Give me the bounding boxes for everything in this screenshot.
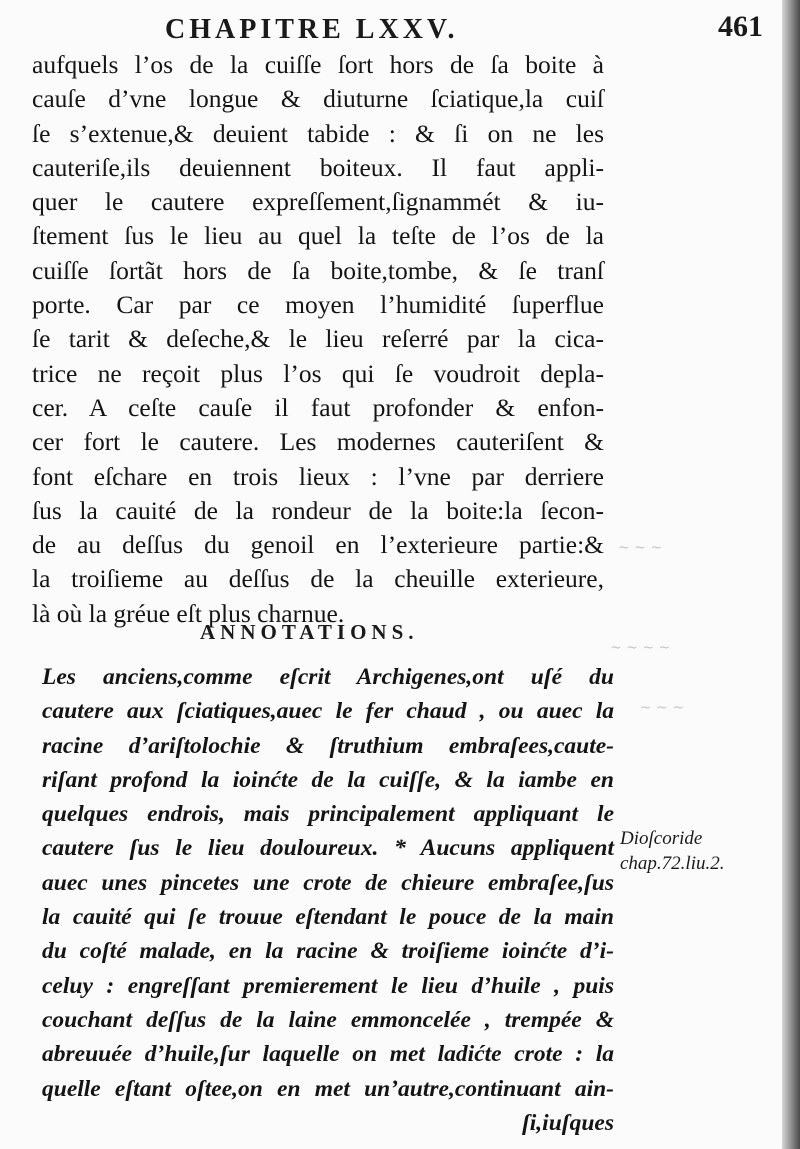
page-number: 461 bbox=[718, 10, 763, 43]
body-line: aufquels l’os de la cuiſſe ſort hors de ſa boite à bbox=[32, 50, 604, 79]
margin-note-line: Dioſcoride bbox=[620, 828, 703, 849]
body-line: là où la gréue eſt plus charnue. bbox=[32, 598, 345, 628]
annotation-line: celuy : engreſſant premierement le lieu d’huile , puis bbox=[42, 972, 614, 999]
body-line: ſtement ſus le lieu au quel la teſte de l’os de la bbox=[32, 221, 604, 251]
body-line: cer. A ceſte cauſe il faut profonder & enfon- bbox=[32, 392, 604, 422]
annotation-line: quelques endrois, mais principalement appliquant le bbox=[42, 801, 614, 828]
show-through-smudge: ~ ~ ~ bbox=[640, 700, 685, 716]
body-line: porte. Car par ce moyen l’humidité ſuperflue bbox=[32, 290, 604, 320]
annotation-line: la cauité qui ſe trouue eſtendant le pouce de la main bbox=[42, 904, 614, 931]
annotation-line: cautere ſus le lieu douloureux. * Aucuns appliquent bbox=[42, 835, 614, 862]
page-header bbox=[0, 8, 786, 48]
page-edge-shadow bbox=[782, 0, 800, 1149]
body-line: la troiſieme au deſſus de la cheuille exterieure, bbox=[32, 564, 604, 594]
annotation-line: quelle eſtant oſtee,on en met un’autre,continuant ain- bbox=[42, 1075, 614, 1102]
annotation-line: du coſté malade, en la racine & troiſieme ioinćte d’i- bbox=[42, 938, 614, 965]
body-line: trice ne reçoit plus l’os qui ſe voudroit depla- bbox=[32, 358, 604, 388]
body-line: de au deſſus du genoil en l’exterieure partie:& bbox=[32, 530, 604, 560]
body-line: cauteriſe,ils deuiennent boiteux. Il faut appli- bbox=[32, 152, 604, 182]
body-line: cuiſſe ſortãt hors de ſa boite,tombe, & ſe tranſ bbox=[32, 255, 604, 285]
annotations-heading: ANNOTATIONS. bbox=[200, 620, 419, 644]
body-line: font eſchare en trois lieux : l’vne par derriere bbox=[32, 461, 604, 491]
annotation-line: couchant deſſus de la laine emmoncelée , trempée & bbox=[42, 1006, 614, 1033]
show-through-smudge: ~ ~ ~ ~ bbox=[610, 640, 671, 656]
annotation-line: riſant profond la ioinćte de la cuiſſe, & la iambe en bbox=[42, 766, 614, 793]
body-line: quer le cautere expreſſement,ſignammét & iu- bbox=[32, 187, 604, 217]
chapter-body-text bbox=[32, 48, 604, 631]
margin-note-line: chap.72.liu.2. bbox=[620, 853, 725, 874]
body-line: ſe tarit & deſeche,& le lieu reſerré par la cica- bbox=[32, 324, 604, 354]
body-line: ſus la cauité de la rondeur de la boite:la ſecon- bbox=[32, 495, 604, 525]
annotation-line: ſi,iuſques bbox=[521, 1109, 614, 1136]
margin-note bbox=[620, 826, 770, 876]
annotation-line: racine d’ariſtolochie & ſtruthium embraſees,caute- bbox=[42, 732, 614, 759]
running-title: CHAPITRE LXXV. bbox=[165, 14, 459, 45]
annotation-line: cautere aux ſciatiques,auec le fer chaud , ou auec la bbox=[42, 698, 614, 725]
show-through-smudge: ~ ~ ~ bbox=[618, 540, 663, 556]
annotation-line: abreuuée d’huile,ſur laquelle on met ladićte crote : la bbox=[42, 1041, 614, 1068]
body-line: cauſe d’vne longue & diuturne ſciatique,la cuiſ bbox=[32, 84, 604, 114]
body-line: ſe s’extenue,& deuient tabide : & ſi on ne les bbox=[32, 118, 604, 148]
annotation-line: auec unes pincetes une crote de chieure embraſee,ſus bbox=[42, 869, 614, 896]
annotations-text bbox=[42, 660, 614, 1140]
annotation-line: Les anciens,comme eſcrit Archigenes,ont uſé du bbox=[42, 664, 614, 690]
body-line: cer fort le cautere. Les modernes cauteriſent & bbox=[32, 427, 604, 457]
